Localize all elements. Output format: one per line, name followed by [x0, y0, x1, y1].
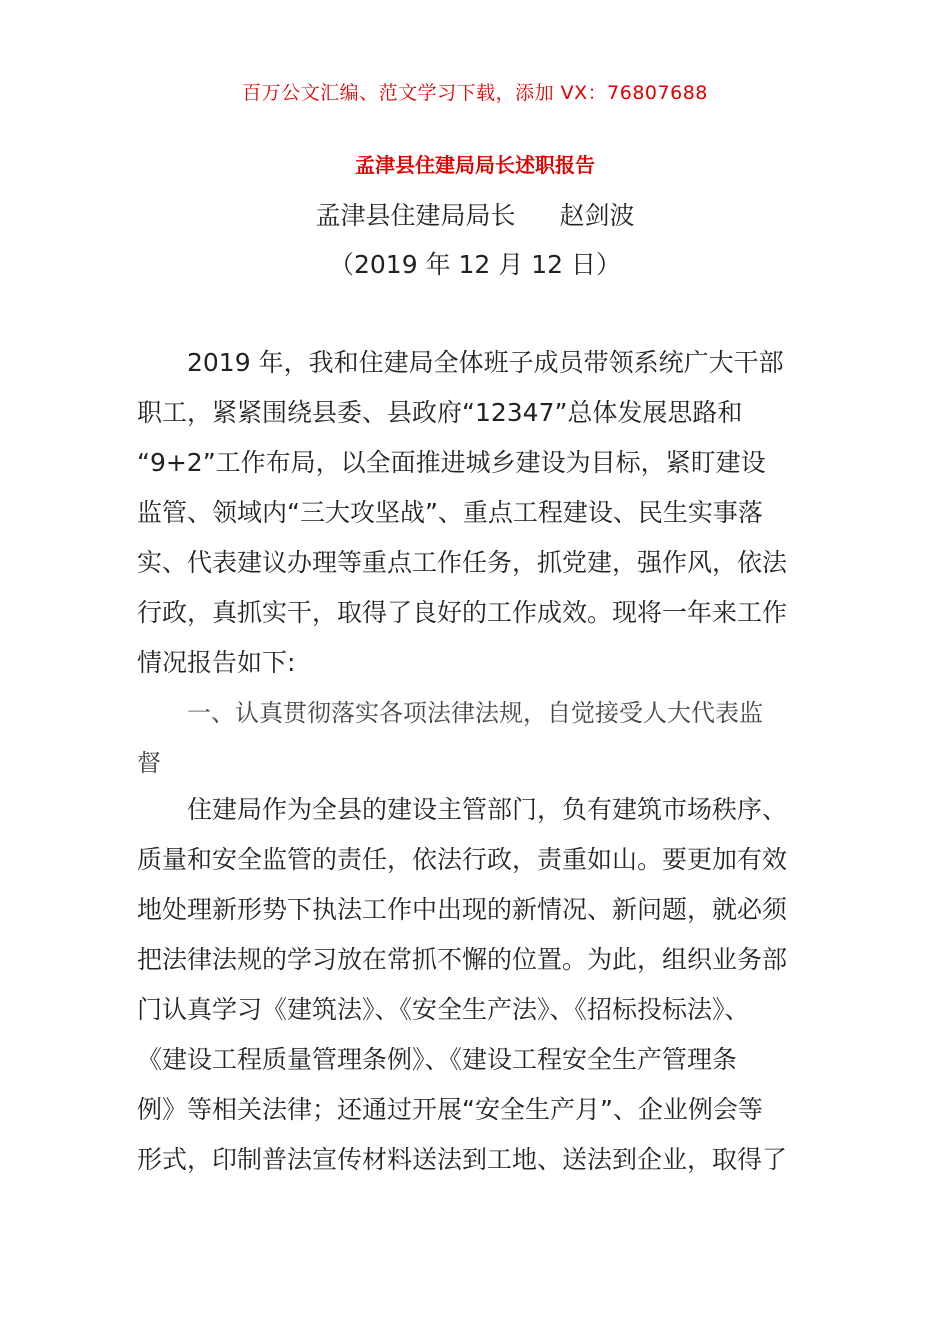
heading-line: 督: [137, 749, 161, 777]
paragraph-line: 监管、领域内“三大攻坚战”、重点工程建设、民生实事落: [137, 498, 763, 527]
paragraph-line: 《建设工程质量管理条例》、《建设工程安全生产管理条: [137, 1045, 738, 1074]
paragraph-law-study: [137, 785, 809, 1185]
report-date: （2019 年 12 月 12 日）: [329, 250, 621, 279]
paragraph-line: 把法律法规的学习放在常抓不懈的位置。为此，组织业务部: [137, 945, 788, 974]
paragraph-line: 门认真学习《建筑法》、《安全生产法》、《招标投标法》、: [137, 995, 750, 1024]
section-heading-1: [137, 688, 809, 788]
author-name: 赵剑波: [559, 201, 635, 230]
paragraph-line: 行政，真抓实干，取得了良好的工作成效。现将一年来工作: [137, 598, 788, 627]
paragraph-line: 质量和安全监管的责任，依法行政，责重如山。要更加有效: [137, 845, 788, 874]
paragraph-line: 住建局作为全县的建设主管部门，负有建筑市场秩序、: [187, 795, 788, 824]
paragraph-line: 例》等相关法律；还通过开展“安全生产月”、企业例会等: [137, 1095, 763, 1124]
paragraph-line: 2019 年，我和住建局全体班子成员带领系统广大干部: [187, 348, 784, 377]
paragraph-intro: [137, 338, 809, 688]
author-line: [0, 196, 950, 232]
paragraph-line: 形式，印制普法宣传材料送法到工地、送法到企业，取得了: [137, 1145, 788, 1174]
paragraph-line: 地处理新形势下执法工作中出现的新情况、新问题，就必须: [137, 895, 788, 924]
paragraph-line: “9+2”工作布局，以全面推进城乡建设为目标，紧盯建设: [137, 448, 766, 477]
heading-line: 一、认真贯彻落实各项法律法规，自觉接受人大代表监: [187, 699, 763, 727]
author-role: 孟津县住建局局长: [315, 201, 516, 230]
paragraph-line: 情况报告如下:: [137, 648, 296, 677]
report-title: 孟津县住建局局长述职报告: [355, 153, 595, 177]
paragraph-line: 职工，紧紧围绕县委、县政府“12347”总体发展思路和: [137, 398, 743, 427]
watermark-text: 百万公文汇编、范文学习下载，添加 VX：76807688: [242, 82, 708, 104]
paragraph-line: 实、代表建议办理等重点工作任务，抓党建，强作风，依法: [137, 548, 788, 577]
